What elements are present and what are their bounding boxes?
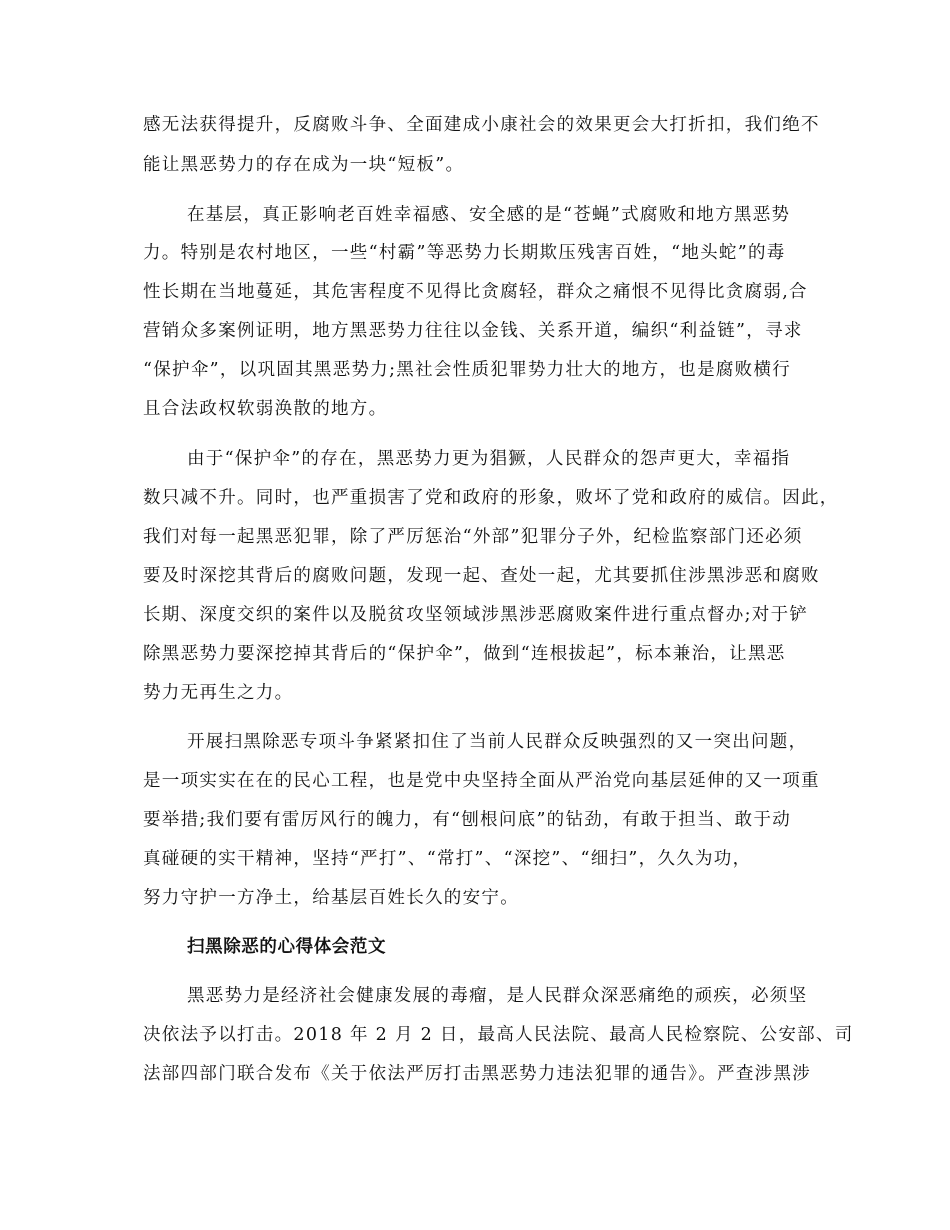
text-line: 势力无再生之力。 bbox=[143, 683, 294, 703]
text-line: 性长期在当地蔓延，其危害程度不见得比贪腐轻，群众之痛恨不见得比贪腐弱,合 bbox=[143, 282, 808, 302]
text-line: 黑恶势力是经济社会健康发展的毒瘤，是人民群众深恶痛绝的顽疾，必须坚 bbox=[187, 986, 808, 1006]
text-line: 感无法获得提升，反腐败斗争、全面建成小康社会的效果更会大打折扣，我们绝不 bbox=[143, 115, 820, 135]
text-line: 能让黑恶势力的存在成为一块“短板”。 bbox=[143, 155, 465, 175]
text-line: “保护伞”，以巩固其黑恶势力;黑社会性质犯罪势力壮大的地方，也是腐败横行 bbox=[143, 360, 792, 380]
text-line: 开展扫黑除恶专项斗争紧紧扣住了当前人民群众反映强烈的又一突出问题， bbox=[187, 732, 808, 752]
text-line: 由于“保护伞”的存在，黑恶势力更为猖獗，人民群众的怨声更大，幸福指 bbox=[187, 449, 791, 469]
text-line: 数只减不升。同时，也严重损害了党和政府的形象，败坏了党和政府的威信。因此， bbox=[143, 488, 839, 508]
text-line: 决依法予以打击。2018 年 2 月 2 日，最高人民法院、最高人民检察院、公安部、司 bbox=[143, 1025, 854, 1045]
text-line: 除黑恶势力要深挖掉其背后的“保护伞”，做到“连根拔起”，标本兼治，让黑恶 bbox=[143, 644, 786, 664]
text-line: 真碰硬的实干精神，坚持“严打”、“常打”、“深挖”、“细扫”，久久为功， bbox=[143, 849, 752, 869]
text-line: 在基层，真正影响老百姓幸福感、安全感的是“苍蝇”式腐败和地方黑恶势 bbox=[187, 205, 791, 225]
text-line: 且合法政权软弱涣散的地方。 bbox=[143, 399, 388, 419]
text-line: 力。特别是农村地区，一些“村霸”等恶势力长期欺压残害百姓，“地头蛇”的毒 bbox=[143, 243, 786, 263]
text-line: 要举措;我们要有雷厉风行的魄力，有“刨根问底”的钻劲，有敢于担当、敢于动 bbox=[143, 810, 792, 830]
text-line: 营销众多案例证明，地方黑恶势力往往以金钱、关系开道，编织“利益链”，寻求 bbox=[143, 321, 803, 341]
text-line: 法部四部门联合发布《关于依法严厉打击黑恶势力违法犯罪的通告》。严查涉黑涉 bbox=[143, 1064, 812, 1084]
text-line: 长期、深度交织的案件以及脱贫攻坚领域涉黑涉恶腐败案件进行重点督办;对于铲 bbox=[143, 605, 809, 625]
text-line: 是一项实实在在的民心工程，也是党中央坚持全面从严治党向基层延伸的又一项重 bbox=[143, 771, 820, 791]
text-line: 要及时深挖其背后的腐败问题，发现一起、查处一起，尤其要抓住涉黑涉恶和腐败 bbox=[143, 566, 820, 586]
section-heading: 扫黑除恶的心得体会范文 bbox=[187, 937, 387, 957]
text-line: 我们对每一起黑恶犯罪，除了严厉惩治“外部”犯罪分子外，纪检监察部门还必须 bbox=[143, 527, 803, 547]
text-line: 努力守护一方净土，给基层百姓长久的安宁。 bbox=[143, 888, 519, 908]
